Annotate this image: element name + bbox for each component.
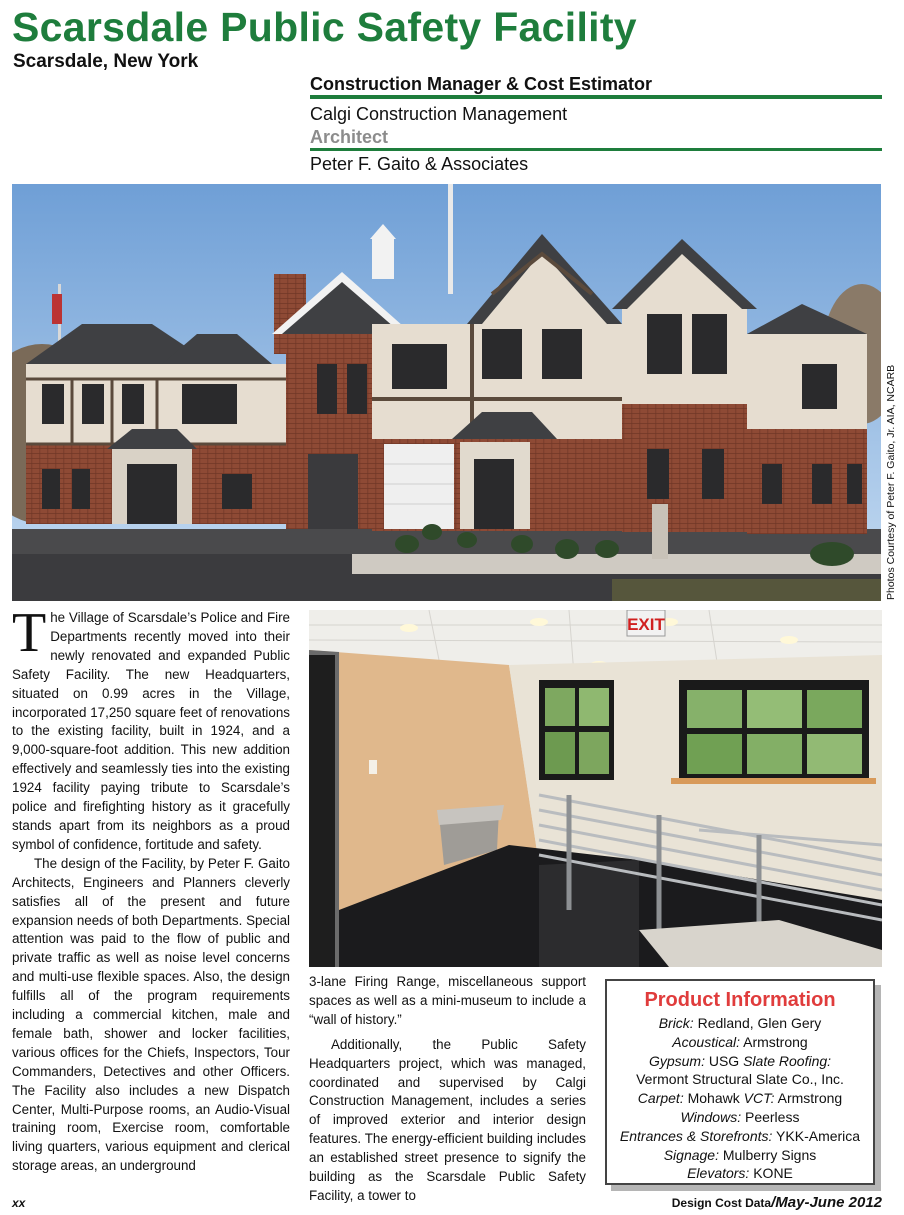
product-line-entrances: Entrances & Storefronts: YKK-America xyxy=(619,1127,861,1144)
article-column-2 xyxy=(309,973,586,1206)
product-line-carpet: Carpet: Mohawk VCT: Armstrong xyxy=(637,1090,843,1107)
exterior-photo xyxy=(12,184,881,601)
location-subtitle: Scarsdale, New York xyxy=(13,51,199,72)
architect-label: Architect xyxy=(310,127,882,151)
paragraph-3: Additionally, the Public Safety Headquarters project, which was managed, coordinated and supervised by Calgi Construction Management, includes a series of improved exterior and interior design features. The energy-efficient building includes an established street presence to signify the building as the Scarsdale Public Safety Facility, a tower to xyxy=(309,1036,586,1203)
product-line-brick: Brick: Redland, Glen Gery xyxy=(658,1015,822,1031)
product-line-elevators: Elevators: KONE xyxy=(687,1165,793,1182)
page-title: Scarsdale Public Safety Facility xyxy=(12,4,637,50)
paragraph-2-continued: 3-lane Firing Range, miscellaneous support spaces as well as a mini-museum to include a “wall of history.” xyxy=(309,974,586,1027)
page-folio: xx xyxy=(12,1196,26,1210)
product-line-slate: Vermont Structural Slate Co., Inc. xyxy=(636,1071,844,1088)
product-line-acoustical: Acoustical: Armstrong xyxy=(672,1033,808,1050)
publication-name: Design Cost Data xyxy=(671,1196,772,1210)
architect-value: Peter F. Gaito & Associates xyxy=(310,154,529,174)
product-info-title: Product Information xyxy=(644,989,836,1011)
cm-value: Calgi Construction Management xyxy=(310,104,568,124)
issue-date: /May-June 2012 xyxy=(771,1194,882,1211)
product-line-windows: Windows: Peerless xyxy=(680,1108,800,1125)
product-line-gypsum: Gypsum: USG Slate Roofing: xyxy=(648,1052,832,1069)
exit-sign: EXIT xyxy=(627,615,665,634)
interior-stair-photo xyxy=(309,610,882,967)
product-information-box xyxy=(605,979,875,1185)
cm-label: Construction Manager & Cost Estimator xyxy=(310,74,882,99)
drop-cap: T xyxy=(12,602,47,664)
product-line-signage: Signage: Mulberry Signs xyxy=(663,1146,817,1163)
article-column-1 xyxy=(12,602,290,1176)
publication-footer xyxy=(672,1194,882,1211)
paragraph-2: The design of the Facility, by Peter F. Gaito Architects, Engineers and Planners cleverly satisfies all of the present and future expansion needs of both Departments. Special attention was paid to the flow of public and private traffic as well as noise level concerns and multi-use flexible spaces. Also, the design fulfills all of the program requirements including a commercial kitchen, male and female bath, shower and locker facilities, various offices for the Chiefs, Inspectors, Tour Commanders, Detectives and other Officers. The Facility also includes a new Dispatch Center, Multi-Purpose rooms, an Audio-Visual training room, Exercise room, comfortable living quarters, various equipment and clerical storage areas, an underground xyxy=(12,855,290,1174)
photo-credit: Photos Courtesy of Peter F. Gaito, Jr. AIA, NCARB xyxy=(885,364,897,600)
paragraph-1: he Village of Scarsdale’s Police and Fire Departments recently moved into their newly renovated and expanded Public Safety Facility. The new Headquarters, situated on 0.99 acres in the Village, incorporated 17,250 square feet of renovations to the existing facility, built in 1924, and a 9,000-square-foot addition. This new addition effectively and seamlessly ties into the existing 1924 facility paying tribute to Scarsdale’s police and firefighting history as it gracefully stands apart from its neighbors as a proud symbol of confidence, fortitude and safety. xyxy=(12,610,290,852)
